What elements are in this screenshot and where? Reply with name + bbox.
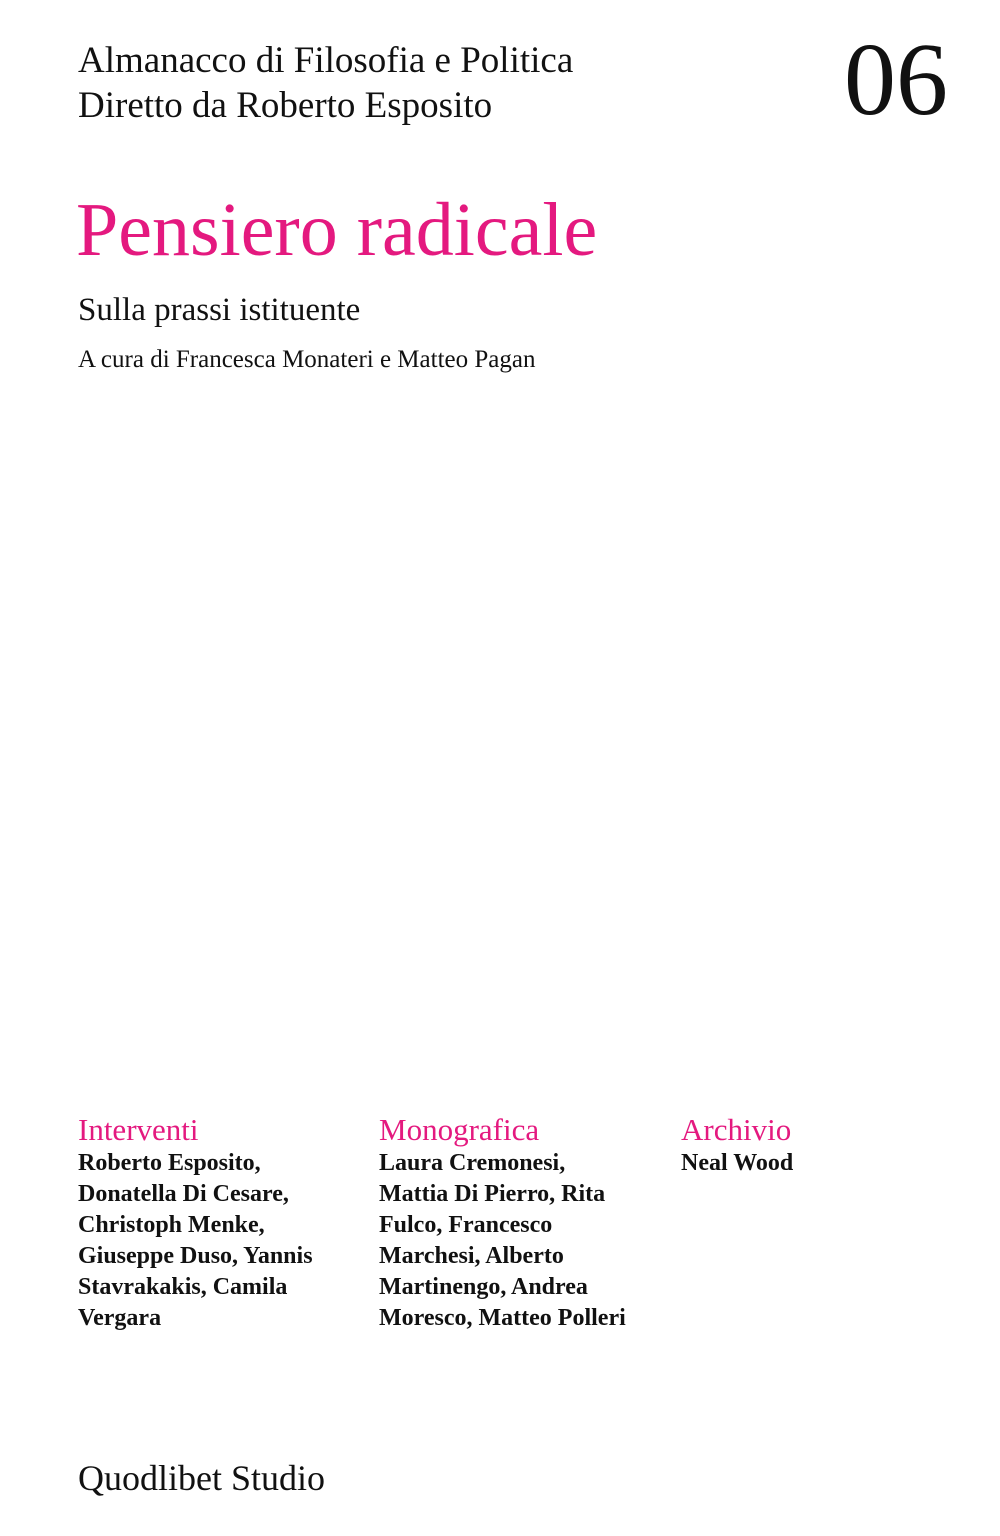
section-authors bbox=[379, 1148, 669, 1334]
author-line: Moresco, Matteo Polleri bbox=[379, 1305, 626, 1331]
series-director: Diretto da Roberto Esposito bbox=[78, 85, 493, 126]
section-heading: Monografica bbox=[379, 1112, 540, 1147]
issue-number: 06 bbox=[844, 22, 948, 137]
series-title bbox=[78, 38, 573, 128]
author-line: Fulco, Francesco bbox=[379, 1212, 553, 1238]
section-monografica bbox=[379, 1112, 669, 1334]
section-authors bbox=[78, 1148, 368, 1334]
section-heading: Archivio bbox=[681, 1112, 792, 1147]
author-line: Donatella Di Cesare, bbox=[78, 1181, 289, 1207]
publisher-name: Quodlibet Studio bbox=[78, 1458, 326, 1498]
book-subtitle: Sulla prassi istituente bbox=[78, 292, 361, 328]
author-line: Laura Cremonesi, bbox=[379, 1150, 566, 1176]
section-archivio bbox=[681, 1112, 941, 1179]
series-name: Almanacco di Filosofia e Politica bbox=[78, 40, 574, 81]
author-line: Giuseppe Duso, Yannis bbox=[78, 1243, 313, 1269]
section-authors bbox=[681, 1148, 941, 1179]
author-line: Neal Wood bbox=[681, 1150, 794, 1176]
author-line: Stavrakakis, Camila bbox=[78, 1274, 288, 1300]
author-line: Roberto Esposito, bbox=[78, 1150, 261, 1176]
section-heading: Interventi bbox=[78, 1112, 199, 1147]
section-interventi bbox=[78, 1112, 368, 1334]
author-line: Martinengo, Andrea bbox=[379, 1274, 588, 1300]
author-line: Marchesi, Alberto bbox=[379, 1243, 564, 1269]
author-line: Mattia Di Pierro, Rita bbox=[379, 1181, 606, 1207]
book-title: Pensiero radicale bbox=[76, 188, 598, 272]
author-line: Vergara bbox=[78, 1305, 162, 1331]
editors-credit: A cura di Francesca Monateri e Matteo Pagan bbox=[78, 346, 536, 373]
author-line: Christoph Menke, bbox=[78, 1212, 265, 1238]
